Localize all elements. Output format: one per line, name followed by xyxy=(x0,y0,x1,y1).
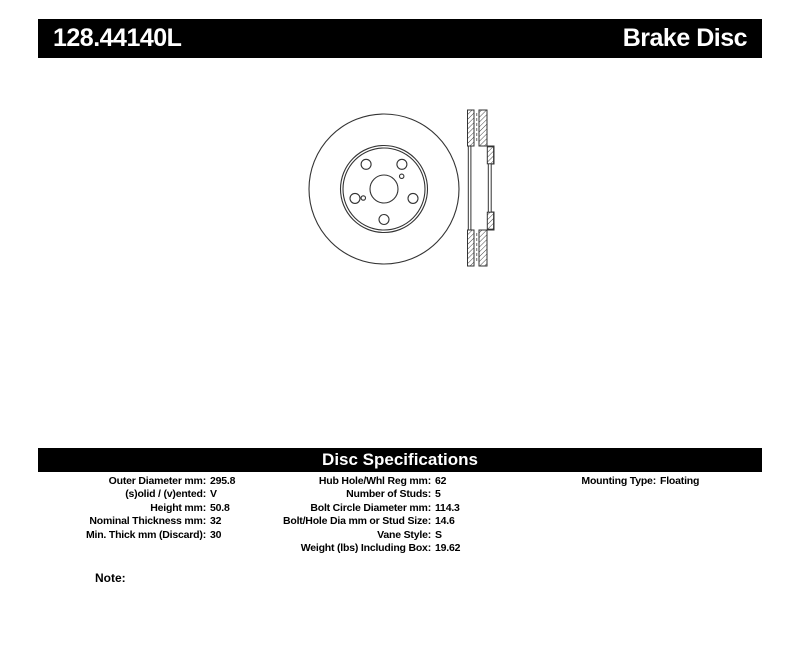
spec-label: Bolt Circle Diameter mm: xyxy=(310,501,431,514)
spec-value: 50.8 xyxy=(210,501,230,514)
spec-row xyxy=(38,529,235,542)
stud-hole xyxy=(361,159,371,169)
spec-row xyxy=(38,475,235,488)
spec-value: 14.6 xyxy=(435,515,455,528)
part-number: 128.44140L xyxy=(53,24,182,52)
disc-front-view xyxy=(309,114,459,264)
spec-row xyxy=(270,515,460,528)
stud-hole xyxy=(379,215,389,225)
alignment-hole xyxy=(361,196,365,200)
spec-label: Vane Style: xyxy=(377,528,431,541)
spec-label: Hub Hole/Whl Reg mm: xyxy=(318,475,431,487)
spec-column-right xyxy=(530,475,699,488)
spec-row xyxy=(270,529,460,542)
technical-drawing xyxy=(288,98,512,276)
spec-label: Min. Thick mm (Discard): xyxy=(85,528,206,541)
spec-value: 62 xyxy=(435,475,447,487)
spec-value: 114.3 xyxy=(435,501,460,514)
rotor-plate-section xyxy=(468,230,475,266)
spec-row xyxy=(38,488,235,501)
stud-hole xyxy=(350,193,360,203)
spec-label: Height mm: xyxy=(150,501,206,514)
spec-value: 295.8 xyxy=(210,475,236,487)
spec-label: Outer Diameter mm: xyxy=(108,475,206,487)
title-bar xyxy=(38,19,762,58)
spec-value: 19.62 xyxy=(435,542,461,555)
disc-specifications-title: Disc Specifications xyxy=(322,450,478,469)
outer-diameter-circle xyxy=(309,114,459,264)
spec-value: Floating xyxy=(660,475,700,487)
hub-flange-outer-circle xyxy=(341,146,428,233)
spec-column-middle xyxy=(270,475,460,555)
spec-value: V xyxy=(210,488,217,501)
spec-label: Bolt/Hole Dia mm or Stud Size: xyxy=(282,515,431,528)
spec-label: Nominal Thickness mm: xyxy=(89,515,206,528)
spec-row xyxy=(270,542,460,555)
spec-row xyxy=(270,502,460,515)
spec-value: S xyxy=(435,528,442,541)
spec-value: 30 xyxy=(210,528,222,541)
disc-cross-section-view xyxy=(468,110,495,266)
spec-label: Mounting Type: xyxy=(581,475,656,487)
hat-flange-section xyxy=(487,212,493,229)
spec-row xyxy=(38,502,235,515)
rotor-plate-section xyxy=(479,110,487,146)
stud-hole xyxy=(408,193,418,203)
spec-column-left xyxy=(38,475,235,542)
stud-hole xyxy=(397,159,407,169)
brake-disc-drawing-svg xyxy=(288,98,512,276)
hat-flange-section xyxy=(487,147,493,164)
alignment-hole xyxy=(400,174,404,178)
product-type: Brake Disc xyxy=(622,24,747,52)
rotor-plate-section xyxy=(468,110,475,146)
spec-row xyxy=(270,475,460,488)
rotor-plate-section xyxy=(479,230,487,266)
spec-label: Weight (lbs) Including Box: xyxy=(300,542,431,555)
spec-value: 32 xyxy=(210,515,222,528)
spec-value: 5 xyxy=(435,488,441,501)
spec-row xyxy=(530,475,699,488)
center-hub-hole xyxy=(370,175,398,203)
spec-row xyxy=(38,515,235,528)
hub-flange-inner-circle xyxy=(343,148,425,230)
spec-label: Number of Studs: xyxy=(346,488,431,501)
spec-label: (s)olid / (v)ented: xyxy=(125,488,206,501)
note-label: Note: xyxy=(95,571,126,585)
disc-specifications-header xyxy=(38,448,762,472)
spec-row xyxy=(270,488,460,501)
